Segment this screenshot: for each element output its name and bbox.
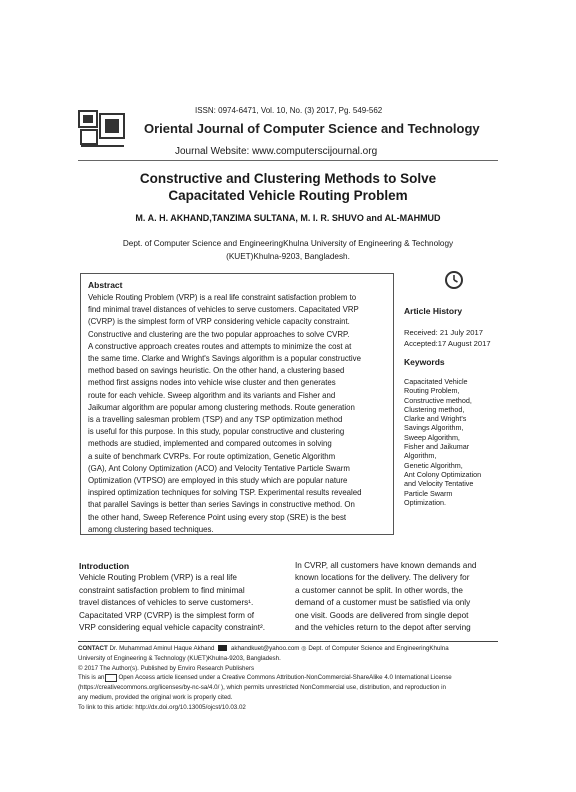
footer [78,644,500,713]
keyword: Clarke and Wright's [404,414,467,424]
affiliation: Dept. of Computer Science and EngineeringKhulna University of Engineering & Technology (KUET)Khulna-9203, Bangladesh. [122,239,454,261]
abstract-line: is useful for this purpose. In this study, popular constructive and clustering [88,427,345,437]
journal-name: Oriental Journal of Computer Science and Technology [144,121,480,136]
body-line: constraint satisfaction problem to find minimal [79,585,245,595]
abstract-line: a suite of benchmark CVRPs. For route optimization, Genetic Algorithm [88,451,336,461]
received-date: Received: 21 July 2017 [404,328,483,337]
abstract-heading: Abstract [88,280,123,290]
license-url-line[interactable]: (https://creativecommons.org/licenses/by-nc-sa/4.0/ ), which permits unrestricted NonCommercial use, distribution, and reproduction in [78,684,446,692]
contact-dept-line: University of Engineering & Technology (KUET)Khulna-9203, Bangladesh. [78,654,281,662]
abstract-line: Vehicle Routing Problem (VRP) is a real life constraint satisfaction problem to [88,293,357,302]
abstract-line: A constructive approach creates routes and attempts to minimize the cost at [88,341,352,351]
keyword: Sweep Algorithm, [404,432,460,442]
doi-link[interactable]: To link to this article: http://dx.doi.org/10.13005/ojcst/10.03.02 [78,703,246,711]
body-line: demand of a customer must be satisfied via only [295,598,471,608]
body-line: Vehicle Routing Problem (VRP) is a real life [79,573,237,583]
abstract-box [80,273,394,535]
abstract-line: inspired optimization techniques for solving TSP. Experimental results revealed [88,488,362,498]
article-history-heading: Article History [404,306,463,316]
header-divider [78,160,498,161]
abstract-line: find minimal travel distances of vehicles to serve customers. Capacitated VRP [88,305,359,315]
accepted-date: Accepted:17 August 2017 [404,339,491,348]
article-dates [404,327,504,349]
open-access-icon [105,674,117,682]
abstract-line: Jaikumar algorithm are popular among clustering methods. Route generation [88,402,355,412]
body-line: a customer cannot be split. In other words, the [295,585,463,595]
keyword: Savings Algorithm, [404,423,464,433]
paper-title: Constructive and Clustering Methods to Solve Capacitated Vehicle Routing Problem [139,171,437,203]
author-list: M. A. H. AKHAND,TANZIMA SULTANA, M. I. R. SHUVO and AL-MAHMUD [135,213,441,223]
body-line: one visit. Goods are delivered from single depot [295,610,469,620]
abstract-line: methods are studied, implemented and compared outcomes in solving [88,439,332,449]
abstract-line: method based on savings heuristic. On the other hand, a clustering based [88,366,345,376]
body-line: known locations for the delivery. The delivery for [295,573,470,583]
keywords-heading: Keywords [404,357,445,367]
abstract-line: the same time. Clarke and Wright's Savings algorithm is a popular constructive [88,354,361,364]
keyword: Clustering method, [404,404,465,414]
keyword: Capacitated Vehicle [404,377,468,386]
abstract-line: the other hand, Sweep Reference Point using every stop (SRE) is the best [88,512,347,522]
abstract-line: that parallel Savings is better than series Savings in constructive method. On [88,500,355,510]
envelope-icon [218,645,227,651]
body-right-column [295,560,500,634]
body-line: travel distances of vehicles to serve customers¹. [79,598,254,608]
contact-line [78,644,500,654]
abstract-line: (CVRP) is the simplest form of VRP considering vehicle capacity constraint. [88,317,350,327]
clock-icon [444,270,464,290]
abstract-text [88,292,386,536]
body-line: Capacitated VRP (CVRP) is the simplest form of [79,610,255,620]
abstract-line: Optimization (VTPSO) are employed in this study which are popular nature [88,476,348,486]
contact-name: Dr. Muhammad Aminul Haque Akhand [109,645,215,652]
abstract-line: Constructive and clustering are the two popular approaches to solve CVRP. [88,329,350,339]
keyword: Optimization. [404,497,446,507]
keyword-list [404,377,504,507]
abstract-line: is a travelling salesman problem (TSP) and any TSP optimization method [88,415,343,425]
abstract-line: method first assigns nodes into vehicle wise cluster and then generates [88,378,336,388]
introduction-heading: Introduction [79,561,130,571]
footer-divider [78,641,498,642]
abstract-line: among clustering based techniques. [88,524,214,534]
contact-dept: Dept. of Computer Science and EngineeringKhulna [308,645,449,652]
contact-email[interactable]: akhandkuet@yahoo.com [230,645,300,652]
keyword: Routing Problem, [404,386,460,396]
keyword: and Velocity Tentative [404,479,474,489]
journal-logo [78,110,128,148]
keyword: Genetic Algorithm, [404,460,463,470]
keyword: Ant Colony Optimization [404,469,482,479]
keyword: Algorithm, [404,451,437,461]
abstract-line: route for each vehicle. Sweep algorithm and its variants and Fisher and [88,390,336,400]
keyword: Particle Swarm [404,488,453,498]
copyright-line: © 2017 The Author(s). Published by Enviro Research Publishers [78,664,255,672]
body-line: In CVRP, all customers have known demands and [295,561,477,570]
location-icon: ◎ [301,645,307,652]
body-left-column [79,560,284,634]
contact-label: CONTACT [78,645,108,652]
journal-website: Journal Website: www.computerscijournal.org [175,146,378,157]
keyword: Fisher and Jaikumar [404,442,470,452]
abstract-line: (GA), Ant Colony Optimization (ACO) and Velocity Tentative Particle Swarm [88,463,350,473]
body-line: VRP considering equal vehicle capacity constraint². [79,623,265,633]
keyword: Constructive method, [404,395,472,405]
license-line: This is an Open Access article licensed under a Creative Commons Attribution-NonCommercial-ShareAlike 4.0 International License [78,674,452,682]
license-terms-line: any medium, provided the original work is properly cited. [78,693,233,701]
body-line: and the vehicles return to the depot after serving [295,623,471,633]
